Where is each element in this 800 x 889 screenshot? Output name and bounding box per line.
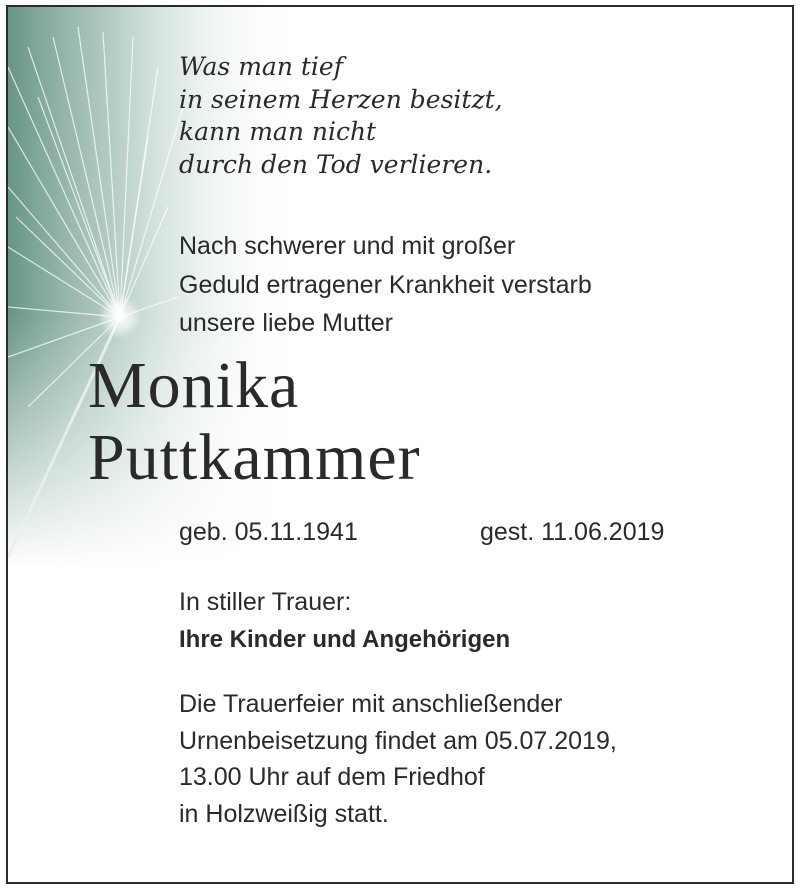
birth-date: geb. 05.11.1941 [179, 518, 358, 546]
service-line: 13.00 Uhr auf dem Friedhof [179, 763, 485, 791]
mourners-intro: In stiller Trauer: [179, 588, 352, 616]
mourners-block [179, 583, 510, 659]
quote-line: durch den Tod verlieren. [179, 149, 493, 179]
deceased-name [88, 350, 421, 494]
last-name: Puttkammer [88, 421, 421, 494]
mourners-names: Ihre Kinder und Angehörigen [179, 626, 511, 653]
announcement-line: Geduld ertragener Krankheit verstarb [179, 270, 592, 299]
death-date: gest. 11.06.2019 [480, 518, 665, 546]
memorial-quote [179, 51, 503, 181]
quote-line: in seinem Herzen besitzt, [179, 84, 503, 114]
service-details [179, 686, 617, 832]
life-dates [179, 515, 665, 549]
quote-line: kann man nicht [179, 117, 377, 146]
quote-line: Was man tief [179, 52, 343, 81]
first-name: Monika [88, 349, 300, 422]
service-line: in Holzweißig statt. [179, 799, 389, 828]
announcement-line: Nach schwerer und mit großer [179, 232, 516, 260]
announcement-text [179, 227, 592, 343]
announcement-line: unsere liebe Mutter [179, 309, 394, 337]
service-line: Urnenbeisetzung findet am 05.07.2019, [179, 726, 617, 755]
service-line: Die Trauerfeier mit anschließender [179, 690, 563, 718]
